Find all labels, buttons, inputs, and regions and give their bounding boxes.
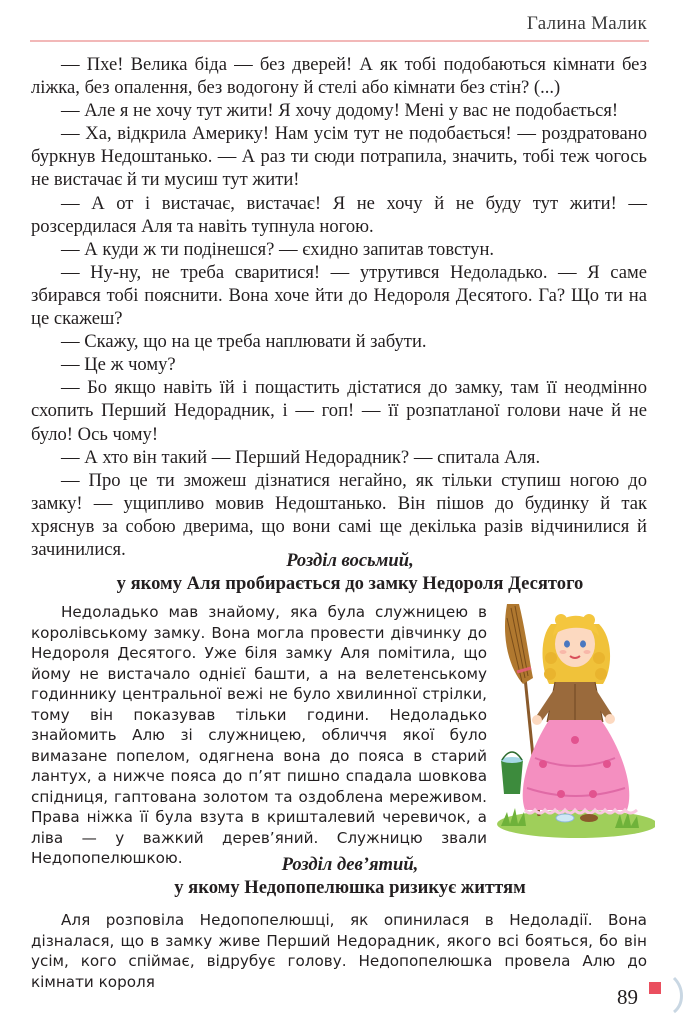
paragraph: — Це ж чому? xyxy=(61,354,176,376)
chapter-8-title: Розділ восьмий, xyxy=(286,550,414,571)
cinderella-illustration xyxy=(495,598,655,838)
paragraph: Аля розповіла Недопопелюшці, як опинилася в Недоладії. Вона дізналася, що в замку живе Перший Недорадник, якого всі бояться, бо він усім, кого спіймає, відрубує голову. Недопопелюшка провела Алю до кімнати короля xyxy=(31,911,647,991)
paragraph: — Про це ти зможеш дізнатися негайно, як тільки ступиш ногою до замку! — ущипливо мовив Недоштанько. Він пішов до будинку й так хряснув за собою дверима, що вони самі ще декілька разів відчинилися й зачинилися. xyxy=(31,469,647,560)
paragraph: — Ха, відкрила Америку! Нам усім тут не подобається! — роздратовано буркнув Недоштанько. — А раз ти сюди потрапила, значить, тобі теж чогось не вистачає й ти мусиш тут жити! xyxy=(31,123,647,191)
paragraph: — А от і вистачає, вистачає! Я не хочу й не буду тут жити! — розсердилася Аля та навіть тупнула ногою. xyxy=(31,192,647,237)
chapter-8-heading xyxy=(30,549,670,595)
paragraph: — Але я не хочу тут жити! Я хочу додому! Мені у вас не подобається! xyxy=(61,100,619,122)
chapter-9-heading xyxy=(30,853,670,899)
running-header-author: Галина Малик xyxy=(526,13,647,34)
page-number: 89 xyxy=(617,985,638,1009)
paragraph: — Пхе! Велика біда — без дверей! А як тобі подобаються кімнати без ліжка, без опалення, без водогону й стелі або кімнати без стін? (...) xyxy=(31,54,647,99)
paragraph: — Бо якщо навіть їй і пощастить дістатися до замку, там її неодмінно схопить Перший Недорадник, і — гоп! — її розпатланої голови наче й не було! Ось чому! xyxy=(31,377,647,445)
paragraph: — А куди ж ти подінешся? — єхидно запитав товстун. xyxy=(61,238,495,260)
paragraph: — Скажу, що на це треба наплювати й забути. xyxy=(61,331,427,353)
chapter-9-subtitle: у якому Недопопелюшка ризикує життям xyxy=(174,877,526,898)
header-rule xyxy=(30,40,649,42)
chapter-8-subtitle: у якому Аля пробирається до замку Недороля Десятого xyxy=(116,573,584,594)
chapter-8-summary xyxy=(31,602,487,869)
paragraph: Недоладько мав знайому, яка була служницею в королівському замку. Вона могла провести дівчинку до Недороля Десятого. Уже біля замку Аля помітила, що йому не вистачало однієї башти, а на велетенському годиннику центральної вежі не було хвилинної стрілки, тому він показував тільки години. Недоладько знайомить Алю зі служницею, обличчя якої було вимазане попелом, одягнена вона до пояса в старий лантух, а нижче пояса до п’ят пишно спадала шовкова спідниця, гаптована золотом та оздоблена мереживом. Права ніжка її була взута в кришталевий черевичок, а ліва — у важкий дерев’яний. Служницю звали Недопопелюшкою. xyxy=(31,603,487,867)
story-dialogue xyxy=(31,53,647,561)
chapter-9-title: Розділ дев’ятий, xyxy=(281,854,419,875)
paragraph: — Ну-ну, не треба сваритися! — утрутився Недоладько. — Я саме збирався тобі пояснити. Вона хоче йти до Недороля Десятого. Га? Що ти на це скажеш? xyxy=(31,261,647,330)
paragraph: — А хто він такий — Перший Недорадник? — спитала Аля. xyxy=(61,446,541,468)
corner-square-icon xyxy=(649,982,661,994)
chapter-9-summary xyxy=(31,910,647,992)
